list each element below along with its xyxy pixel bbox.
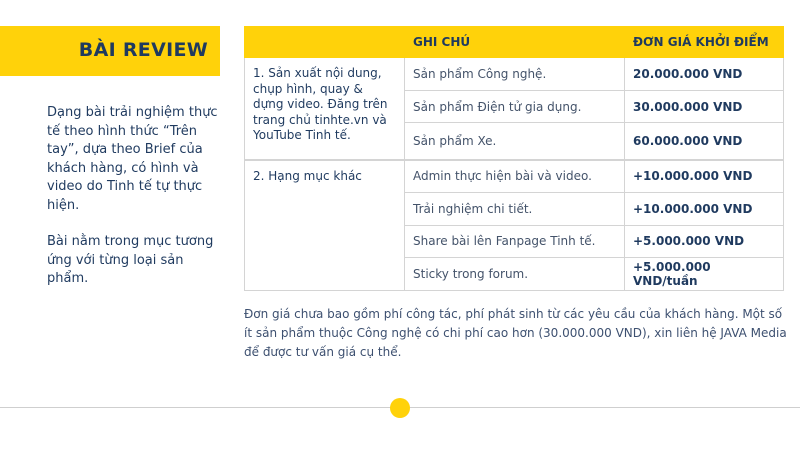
page-indicator-dot (390, 398, 410, 418)
note-cell: Sticky trong forum. (405, 258, 625, 291)
description-paragraph-1: Dạng bài trải nghiệm thực tế theo hình thức “Trên tay”, dựa theo Brief của khách hàng, có hình và video do Tinh tế tự thực hiện. (47, 105, 218, 213)
price-cell: 20.000.000 VND (625, 58, 784, 91)
table-header-row (245, 27, 784, 58)
page-title: BÀI REVIEW (78, 39, 208, 61)
note-cell: Trải nghiệm chi tiết. (405, 192, 625, 225)
note-cell: Share bài lên Fanpage Tinh tế. (405, 225, 625, 258)
header-note: GHI CHÚ (405, 27, 625, 58)
header-price: ĐƠN GIÁ KHỞI ĐIỂM (625, 27, 784, 58)
price-cell: +5.000.000 VND/tuần (625, 258, 784, 291)
note-cell: Sản phẩm Điện tử gia dụng. (405, 90, 625, 123)
header-category (245, 27, 405, 58)
category-cell: 2. Hạng mục khác (245, 160, 405, 291)
description-block (47, 104, 227, 307)
description-paragraph-2: Bài nằm trong mục tương ứng với từng loại sản phẩm. (47, 234, 214, 286)
price-cell: +5.000.000 VND (625, 225, 784, 258)
note-cell: Sản phẩm Xe. (405, 123, 625, 160)
category-cell: 1. Sản xuất nội dung, chụp hình, quay & dựng video. Đăng trên trang chủ tinhte.vn và YouTube Tinh tế. (245, 58, 405, 160)
table-row (245, 160, 784, 193)
price-table (244, 26, 784, 291)
title-banner (0, 26, 220, 76)
footnote: Đơn giá chưa bao gồm phí công tác, phí phát sinh từ các yêu cầu của khách hàng. Một số ít sản phẩm thuộc Công nghệ có chi phí cao hơn (30.000.000 VND), xin liên hệ JAVA Media để được tư vấn giá cụ thể. (244, 307, 787, 359)
note-cell: Admin thực hiện bài và video. (405, 160, 625, 193)
note-cell: Sản phẩm Công nghệ. (405, 58, 625, 91)
table-row (245, 58, 784, 91)
price-cell: 30.000.000 VND (625, 90, 784, 123)
price-cell: +10.000.000 VND (625, 160, 784, 193)
price-cell: 60.000.000 VND (625, 123, 784, 160)
price-cell: +10.000.000 VND (625, 192, 784, 225)
